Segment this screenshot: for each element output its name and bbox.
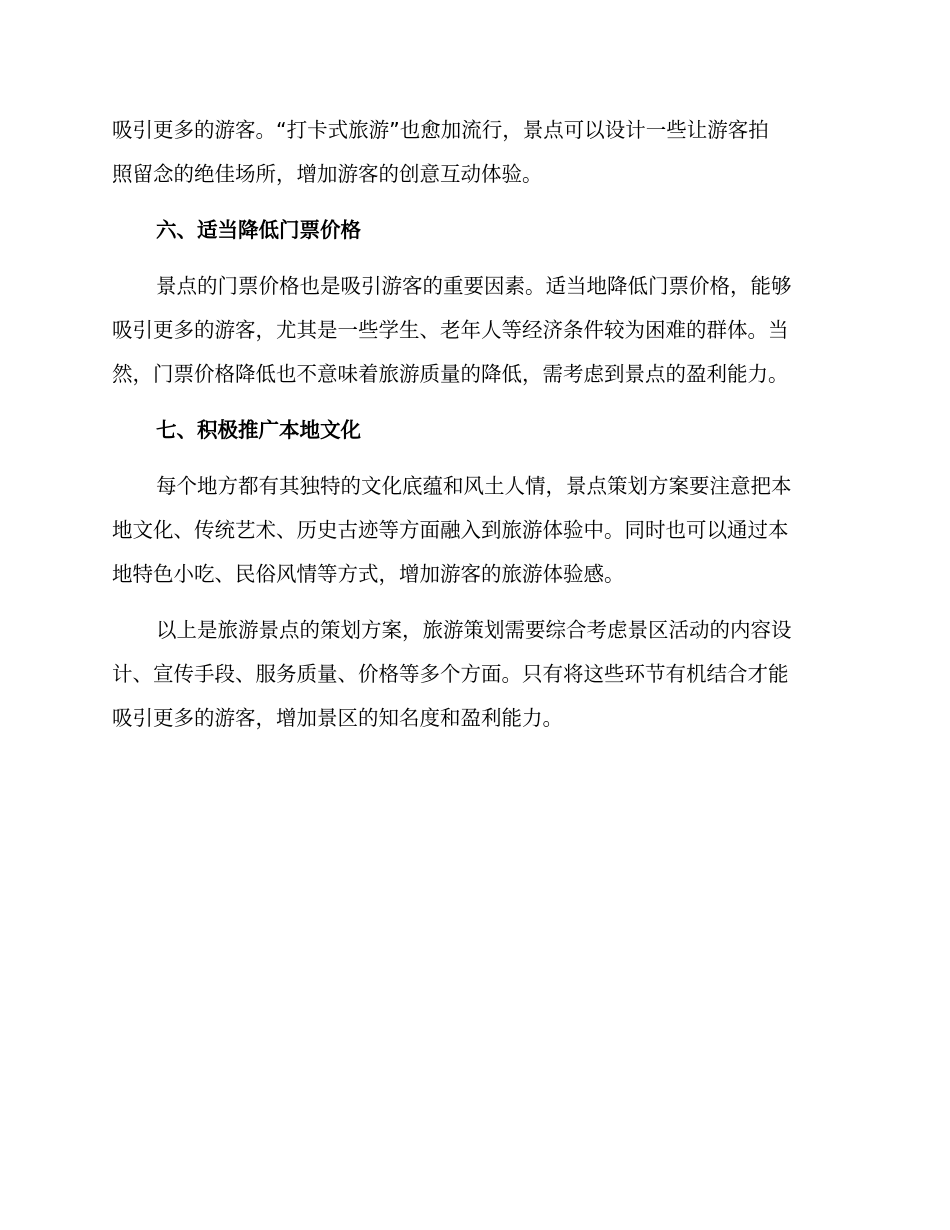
- paragraph-conclusion: [112, 608, 832, 740]
- paragraph-line: 吸引更多的游客。“打卡式旅游”也愈加流行，景点可以设计一些让游客拍: [112, 118, 769, 142]
- paragraph-line: 吸引更多的游客，尤其是一些学生、老年人等经济条件较为困难的群体。当: [112, 318, 789, 342]
- paragraph-continuation: [112, 108, 832, 196]
- paragraph-line: 以上是旅游景点的策划方案，旅游策划需要综合考虑景区活动的内容设: [156, 618, 792, 642]
- paragraph-line: 然，门票价格降低也不意味着旅游质量的降低，需考虑到景点的盈利能力。: [112, 362, 789, 386]
- paragraph-line: 计、宣传手段、服务质量、价格等多个方面。只有将这些环节有机结合才能: [112, 662, 789, 686]
- paragraph-line: 每个地方都有其独特的文化底蕴和风土人情，景点策划方案要注意把本: [156, 474, 792, 498]
- paragraph-ticket-price: [112, 264, 832, 396]
- paragraph-line: 吸引更多的游客，增加景区的知名度和盈利能力。: [112, 706, 563, 730]
- document-page: [112, 108, 832, 740]
- paragraph-line: 地特色小吃、民俗风情等方式，增加游客的旅游体验感。: [112, 562, 625, 586]
- section-heading-7: 七、积极推广本地文化: [156, 418, 361, 442]
- paragraph-line: 景点的门票价格也是吸引游客的重要因素。适当地降低门票价格，能够: [156, 274, 792, 298]
- paragraph-line: 照留念的绝佳场所，增加游客的创意互动体验。: [112, 162, 543, 186]
- paragraph-line: 地文化、传统艺术、历史古迹等方面融入到旅游体验中。同时也可以通过本: [112, 518, 789, 542]
- section-heading-6: 六、适当降低门票价格: [156, 218, 361, 242]
- paragraph-local-culture: [112, 464, 832, 596]
